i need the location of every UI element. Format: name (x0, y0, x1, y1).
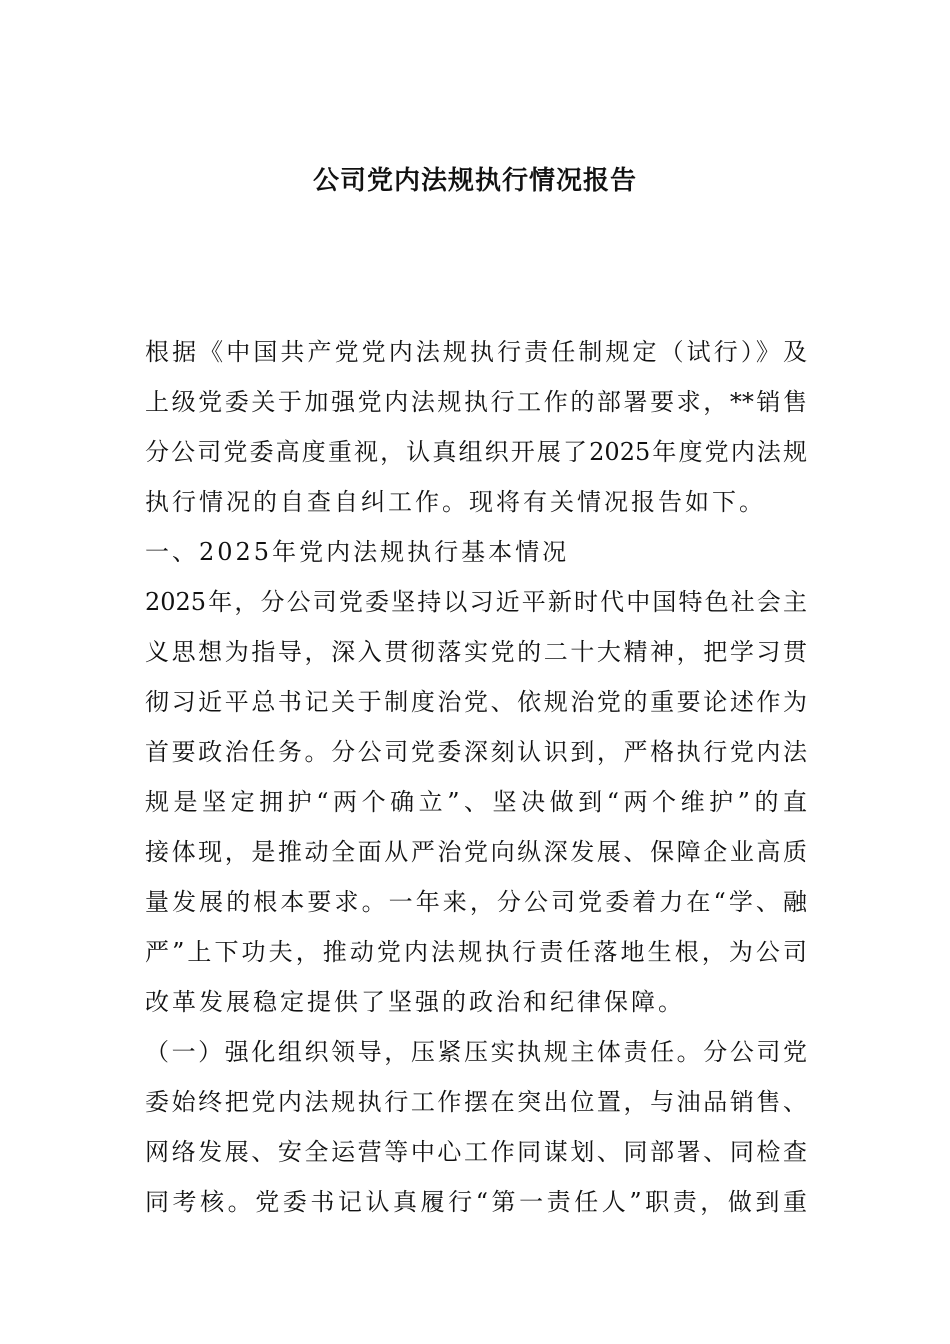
paragraph-intro (145, 333, 807, 533)
text-line: 根据《中国共产党党内法规执行责任制规定（试行）》及 (145, 338, 807, 366)
paragraph-leadership (145, 1033, 807, 1233)
text-line: 改革发展稳定提供了坚强的政治和纪律保障。 (145, 988, 685, 1016)
text-line: 网络发展、安全运营等中心工作同谋划、同部署、同检查 (145, 1138, 807, 1166)
text-line: 量发展的根本要求。一年来，分公司党委着力在“学、融 (145, 888, 807, 916)
paragraph-overview (145, 583, 807, 1033)
heading-line: 一、2025年党内法规执行基本情况 (145, 538, 570, 566)
text-line: 彻习近平总书记关于制度治党、依规治党的重要论述作为 (145, 688, 807, 716)
text-line: 义思想为指导，深入贯彻落实党的二十大精神，把学习贯 (145, 638, 807, 666)
text-line: 规是坚定拥护“两个确立”、坚决做到“两个维护”的直 (145, 788, 807, 816)
text-line: 2025年，分公司党委坚持以习近平新时代中国特色社会主 (145, 588, 807, 616)
text-line: （一）强化组织领导，压紧压实执规主体责任。分公司党 (145, 1038, 807, 1066)
document-body (145, 333, 807, 1233)
document-title: 公司党内法规执行情况报告 (312, 166, 637, 196)
text-line: 接体现，是推动全面从严治党向纵深发展、保障企业高质 (145, 838, 807, 866)
text-line: 委始终把党内法规执行工作摆在突出位置，与油品销售、 (145, 1088, 807, 1116)
text-line: 分公司党委高度重视，认真组织开展了2025年度党内法规 (145, 438, 807, 466)
section-heading (145, 533, 807, 583)
text-line: 严”上下功夫，推动党内法规执行责任落地生根，为公司 (145, 938, 807, 966)
text-line: 上级党委关于加强党内法规执行工作的部署要求，**销售 (145, 388, 807, 416)
text-line: 执行情况的自查自纠工作。现将有关情况报告如下。 (145, 488, 766, 516)
text-line: 同考核。党委书记认真履行“第一责任人”职责，做到重 (145, 1188, 807, 1216)
text-line: 首要政治任务。分公司党委深刻认识到，严格执行党内法 (145, 738, 807, 766)
